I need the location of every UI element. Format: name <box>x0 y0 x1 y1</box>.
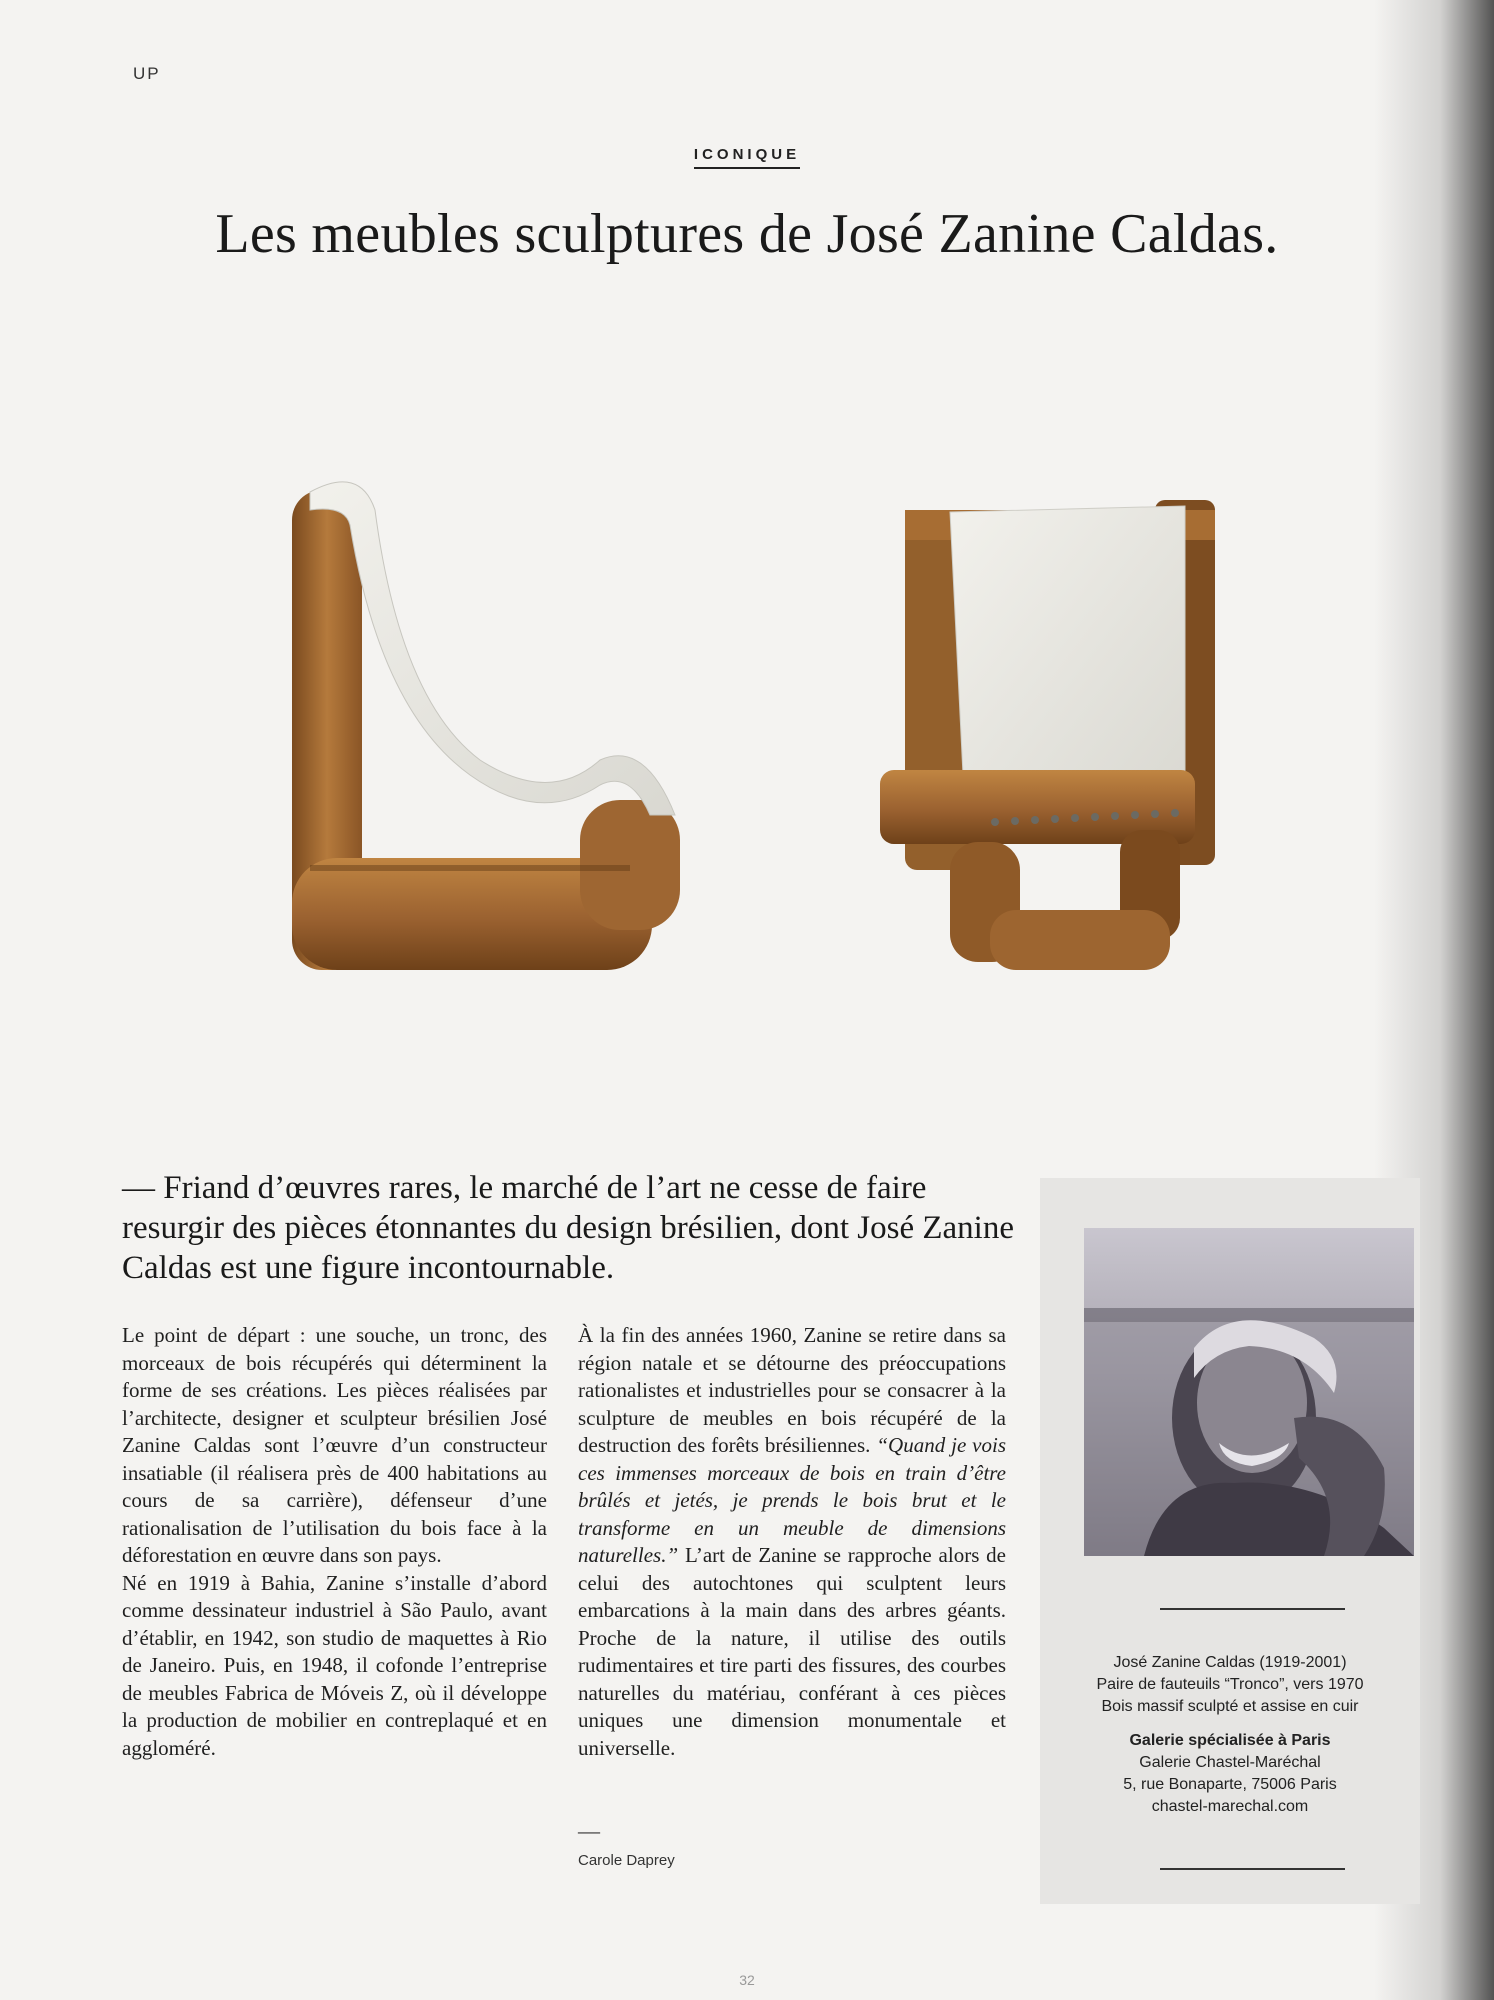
rubric-text: ICONIQUE <box>694 146 800 169</box>
designer-quote: “Quand je vois ces immenses morceaux de bois en train d’être brûlés et jetés, je prends le bois brut et le transforme en un meuble de dimensions naturelles.” <box>578 1433 1007 1567</box>
body-text: À la fin des années 1960, Zanine se retire dans sa région natale et se détourne des préoccupations rationalistes et industrielles pour se consacrer à la sculpture de meubles en bois récupéré de la destruction des forêts brésiliennes. <box>578 1323 1006 1457</box>
portrait-illustration <box>1084 1228 1414 1556</box>
gallery-address: 5, rue Bonaparte, 75006 Paris <box>1123 1776 1337 1793</box>
signature-dash: — <box>578 1818 600 1843</box>
right-chair <box>880 500 1215 970</box>
body-text: L’art de Zanine se rapproche alors de celui des autochtones qui sculptent leurs embarcations à la main dans des arbres géants. Proche de la nature, il utilise des outils rudimentaires et tire parti des fissures, des courbes naturelles du matériau, conférant à ces pièces uniques une dimension monumentale et universelle. <box>578 1543 1006 1760</box>
caption-rule-bottom <box>1160 1868 1345 1870</box>
portrait-photo <box>1084 1228 1414 1556</box>
body-paragraph: Né en 1919 à Bahia, Zanine s’installe d’abord comme dessinateur industriel à São Paulo, avant d’établir, en 1942, son studio de maquettes à Rio de Janeiro. Puis, en 1948, il cofonde l’entreprise de meubles Fabrica de Móveis Z, où il développe la production de mobilier en contreplaqué et en aggloméré. <box>122 1570 547 1760</box>
info-sidebar <box>1040 1178 1420 1904</box>
caption-line: José Zanine Caldas (1919-2001) <box>1113 1654 1347 1671</box>
author-byline: Carole Daprey <box>578 1852 675 1869</box>
gallery-name: Galerie Chastel-Maréchal <box>1139 1754 1321 1771</box>
gallery-heading: Galerie spécialisée à Paris <box>1129 1732 1331 1749</box>
body-column-1 <box>122 1322 547 1762</box>
caption-line: Paire de fauteuils “Tronco”, vers 1970 <box>1096 1676 1364 1693</box>
chairs-photo <box>250 470 1250 990</box>
body-column-2 <box>578 1322 1006 1762</box>
chairs-illustration <box>250 470 1250 990</box>
left-chair <box>292 482 680 970</box>
caption-line: Bois massif sculpté et assise en cuir <box>1101 1698 1359 1715</box>
caption-rule-top <box>1160 1608 1345 1610</box>
photo-caption <box>1040 1652 1420 1818</box>
page-number: 32 <box>739 1972 755 1988</box>
article-title: Les meubles sculptures de José Zanine Caldas. <box>215 203 1279 265</box>
gallery-website: chastel-marechal.com <box>1151 1798 1309 1815</box>
article-lede: — Friand d’œuvres rares, le marché de l’art ne cesse de faire resurgir des pièces étonnantes du design brésilien, dont José Zanine Caldas est une figure incontournable. <box>122 1170 1014 1286</box>
body-paragraph: Le point de départ : une souche, un tronc, des morceaux de bois récupérés qui déterminent la forme de ses créations. Les pièces réalisées par l’architecte, designer et sculpteur brésilien José Zanine Caldas sont l’œuvre d’un constructeur insatiable (il réalisera près de 400 habitations au cours de sa carrière), défenseur d’une rationalisation de l’utilisation du bois face à la déforestation en œuvre dans son pays. <box>122 1323 547 1567</box>
running-head: UP <box>133 64 161 83</box>
rubric-label <box>0 146 1494 163</box>
body-paragraph <box>578 1322 1006 1762</box>
